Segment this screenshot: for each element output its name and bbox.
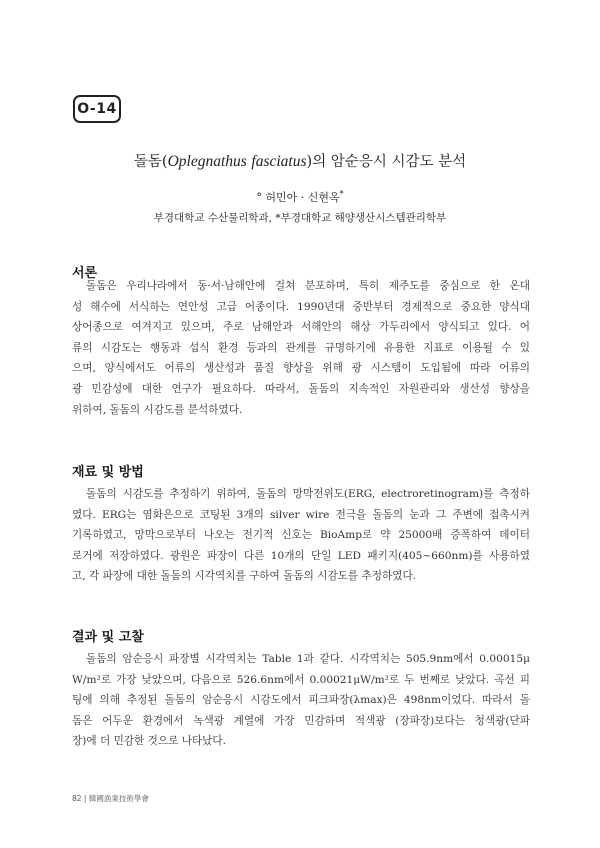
section-body-intro (72, 276, 530, 420)
body-line: 기록하였고, 망막으로부터 나오는 전기적 신호는 BioAmp로 약 25000배 증폭하여 데이터 (72, 529, 530, 542)
section-body-methods (72, 484, 530, 587)
presenter-mark: ° (256, 191, 262, 204)
body-line: 고, 각 파장에 대한 돌돔의 시각역치를 구하여 돌돔의 시감도를 추정하였다. (72, 570, 417, 583)
author-star: * (339, 189, 344, 199)
section-heading-intro: 서론 (72, 266, 98, 281)
body-line: 로거에 저장하였다. 광원은 파장이 다른 10개의 단일 LED 패키지(405~660nm)를 사용하였 (72, 549, 530, 562)
body-line: 돌돔의 시감도를 추정하기 위하여, 돌돔의 망막전위도(ERG, electroretinogram)를 측정하 (86, 488, 530, 500)
title-species: fasciatus (251, 153, 307, 170)
body-line: 성 해수에 서식하는 연안성 고급 어종이다. 1990년대 중반부터 경제적으로 중요한 양식대 (72, 300, 530, 313)
body-line: 으며, 양식에서도 어류의 생산성과 품질 향상을 위해 광 시스템이 도입됨에 따라 어류의 (72, 362, 530, 375)
section-heading-methods: 재료 및 방법 (72, 465, 144, 480)
body-line: 팅에 의해 추정된 돌돔의 암순응시 시감도에서 피크파장(λmax)은 498nm이었다. 따라서 돌 (72, 694, 530, 707)
author-first: 허민아 · (261, 191, 305, 204)
body-line: 광 민감성에 대한 연구가 필요하다. 따라서, 돌돔의 지속적인 자원관리와 생산성 향상을 (72, 382, 530, 395)
author-list (60, 189, 540, 205)
body-line: 돌돔의 암순응시 파장별 시각역치는 Table 1과 같다. 시각역치는 505.9nm에서 0.00015μ (86, 653, 530, 665)
affiliation: 부경대학교 수산물리학과, *부경대학교 해양생산시스템관리학부 (153, 212, 447, 224)
page-footer: 82 | 韓國漁業技術學會 (72, 794, 149, 803)
body-line: 장)에 더 민감한 것으로 나타났다. (72, 735, 227, 748)
body-line: 였다. ERG는 염화은으로 코팅된 3개의 silver wire 전극을 돌돔의 눈과 그 주변에 접촉시켜 (72, 508, 530, 521)
section-body-results (72, 649, 530, 752)
body-line: W/m²로 가장 낮았으며, 다음으로 526.6nm에서 0.00021μW/m²로 두 번째로 낮았다. 곡선 피 (72, 673, 530, 686)
body-line: 위하여, 돌돔의 시감도를 분석하였다. (72, 403, 243, 416)
section-heading-results: 결과 및 고찰 (72, 630, 144, 645)
body-line: 상어종으로 여겨지고 있으며, 주로 남해안과 서해안의 해상 가두리에서 양식되고 있다. 어 (72, 321, 530, 334)
author-second: 신현옥 (304, 191, 340, 204)
paper-title (60, 150, 540, 171)
body-line: 돌돔은 우리나라에서 동·서·남해안에 걸쳐 분포하며, 특히 제주도를 중심으로 한 온대 (86, 280, 530, 292)
title-suffix: )의 암순응시 시감도 분석 (306, 154, 467, 170)
abstract-number-badge: O-14 (73, 95, 121, 123)
title-prefix: 돌돔( (133, 154, 168, 170)
body-line: 류의 시감도는 행동과 섭식 환경 등과의 관계를 규명하기에 유용한 지표로 이용될 수 있 (72, 341, 530, 354)
title-genus: Oplegnathus (167, 153, 247, 170)
body-line: 돔은 어두운 환경에서 녹색광 계열에 가장 민감하며 적색광 (장파장)보다는 청색광(단파 (72, 714, 530, 727)
